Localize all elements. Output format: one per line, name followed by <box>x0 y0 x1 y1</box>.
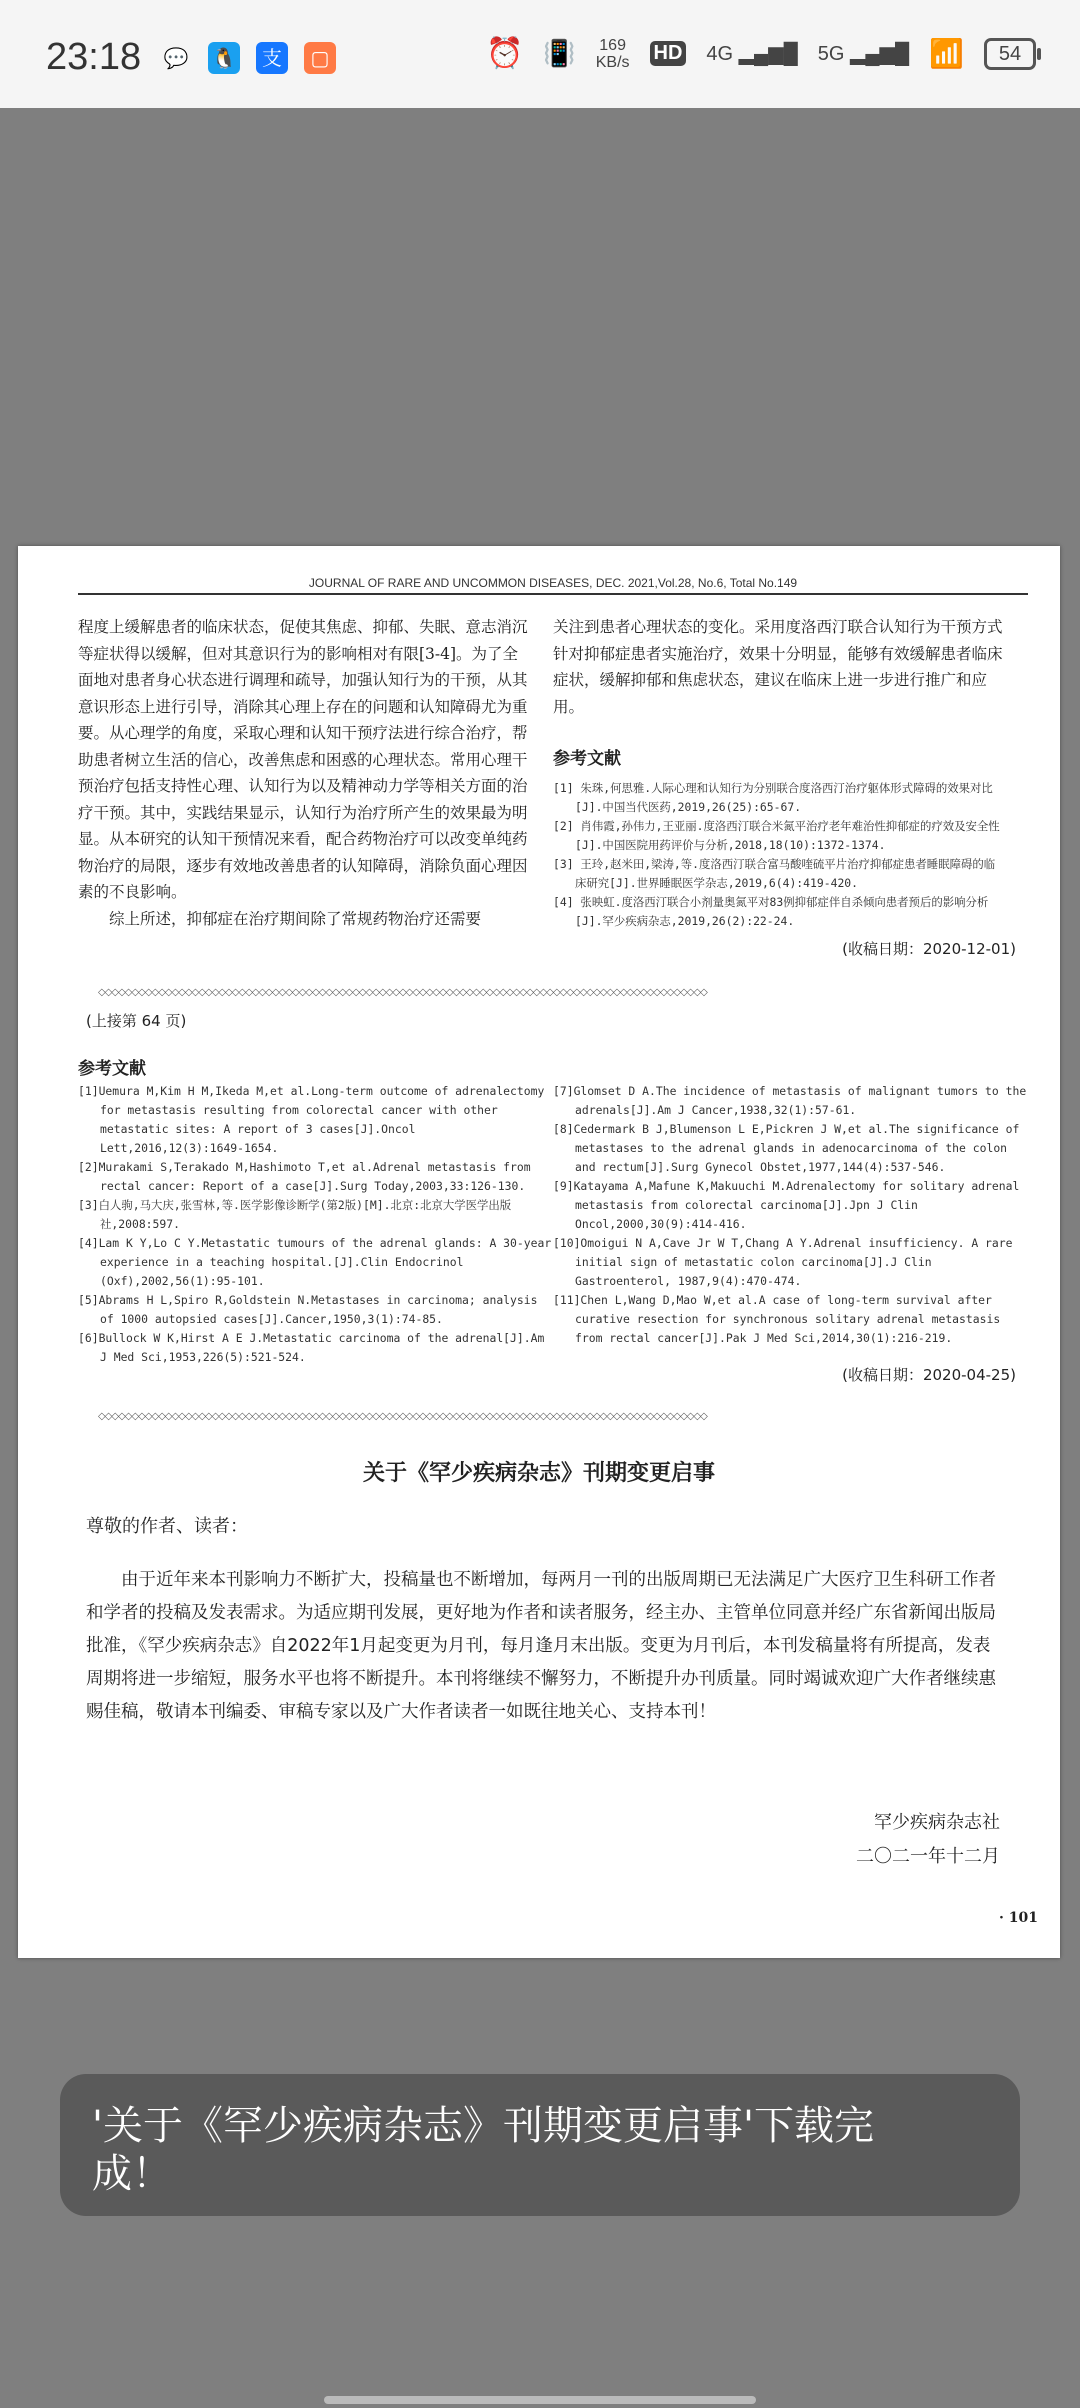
signal-4g-icon: 4G ▂▄▆█ <box>706 43 798 65</box>
toast-message: '关于《罕少疾病杂志》刊期变更启事'下载完成！ <box>92 2103 874 2197</box>
clock: 23:18 <box>46 36 142 78</box>
references-list-2-left: [1]Uemura M,Kim H M,Ikeda M,et al.Long-term outcome of adrenalectomy for metastasis resulting from colorectal cancer with other metastatic sites: A report of 3 cases[J].Oncol Lett,2016,12(3):1649-1654. [2]Murakami S,Terakado M,Hashimoto T,et al.Adrenal metastasis from rectal cancer: Report of a case[J].Surg Today,2003,33:126-130. [3]白人驹,马大庆,张雪林,等.医学影像诊断学(第2版)[M].北京:北京大学医学出版社,2008:597. [4]Lam K Y,Lo C Y.Metastatic tumours of the adrenal glands: A 30-year experience in a teaching hospital.[J].Clin Endocrinol (Oxf),2002,56(1):95-101. [5]Abrams H L,Spiro R,Goldstein N.Metastases in carcinoma; analysis of 1000 autopsied cases[J].Cancer,1950,3(1):74-85. [6]Bullock W K,Hirst A E J.Metastatic carcinoma of the adrenal[J].Am J Med Sci,1953,226(5):521-524. <box>78 1084 552 1364</box>
network-speed: 169 KB/s <box>595 36 630 71</box>
running-head: JOURNAL OF RARE AND UNCOMMON DISEASES, DEC. 2021,Vol.28, No.6, Total No.149 <box>78 576 1028 595</box>
alipay-icon: 支 <box>256 42 288 74</box>
alarm-icon: ⏰ <box>485 37 524 70</box>
separator-line: ◇◇◇◇◇◇◇◇◇◇◇◇◇◇◇◇◇◇◇◇◇◇◇◇◇◇◇◇◇◇◇◇◇◇◇◇◇◇◇◇◇◇◇◇◇◇◇◇◇◇◇◇◇◇◇◇◇◇◇◇◇◇◇◇◇◇◇◇◇◇◇◇◇◇◇◇◇◇◇◇◇◇◇◇◇◇◇◇◇◇◇ <box>98 988 707 998</box>
notice-body: 由于近年来本刊影响力不断扩大，投稿量也不断增加，每两月一刊的出版周期已无法满足广大医疗卫生科研工作者和学者的投稿及发表需求。为适应期刊发展，更好地为作者和读者服务，经主办、主管单位同意并经广东省新闻出版局批准，《罕少疾病杂志》自2022年1月起变更为月刊，每月逢月末出版。变更为月刊后，本刊发稿量将有所提高，发表周期将进一步缩短，服务水平也将不断提升。本刊将继续不懈努力，不断提升办刊质量。同时竭诚欢迎广大作者继续惠赐佳稿，敬请本刊编委、审稿专家以及广大作者读者一如既往地关心、支持本刊！ <box>86 1570 996 1722</box>
download-complete-toast <box>60 2074 1020 2216</box>
battery-icon: 54 <box>984 38 1036 70</box>
vibrate-icon: 📳 <box>543 38 576 68</box>
signature-date: 二〇二一年十二月 <box>856 1846 1000 1867</box>
wifi-icon: 📶 <box>929 38 964 69</box>
gesture-navigation-bar[interactable] <box>324 2396 756 2404</box>
notification-icons <box>160 42 336 74</box>
wechat-icon: 💬 <box>163 46 189 70</box>
notice-title: 关于《罕少疾病杂志》刊期变更启事 <box>362 1461 715 1486</box>
hd-icon: HD <box>650 41 687 66</box>
page-number: · 101 <box>999 1910 1038 1926</box>
received-date-2: (收稿日期：2020-04-25) <box>842 1366 1016 1384</box>
left-column-text: 程度上缓解患者的临床状态，促使其焦虑、抑郁、失眠、意志消沉等症状得以缓解，但对其意识行为的影响相对有限[3-4]。为了全面地对患者身心状态进行调理和疏导，加强认知行为的干预，从其意识形态上进行引导，消除其心理上存在的问题和认知障碍尤为重要。从心理学的角度，采取心理和认知干预疗法进行综合治疗，帮助患者树立生活的信心，改善焦虑和困惑的心理状态。常用心理干预治疗包括支持性心理、认知行为以及精神动力学等相关方面的治疗干预。其中，实践结果显示，认知行为治疗所产生的效果最为明显。从本研究的认知干预情况来看，配合药物治疗可以改变单纯药物治疗的局限，逐步有效地改善患者的认知障碍，消除负面心理因素的不良影响。 综上所述，抑郁症在治疗期间除了常规药物治疗还需要 <box>78 618 528 928</box>
system-status <box>486 36 1036 71</box>
references-list-1: [1] 朱珠,何思雅.人际心理和认知行为分别联合度洛西汀治疗躯体形式障碍的效果对比[J].中国当代医药,2019,26(25):65-67. [2] 肖伟霞,孙伟力,王亚丽.度洛西汀联合米氮平治疗老年难治性抑郁症的疗效及安全性[J].中国医院用药评价与分析,2018,18(10):1372-1374. [3] 王玲,赵米田,梁涛,等.度洛西汀联合富马酸喹硫平片治疗抑郁症患者睡眠障碍的临床研究[J].世界睡眠医学杂志,2019,6(4):419-420. [4] 张映虹.度洛西汀联合小剂量奥氮平对83例抑郁症伴自杀倾向患者预后的影响分析[J].罕少疾病杂志,2019,26(2):22-24. <box>553 780 1000 928</box>
continued-note: (上接第 64 页) <box>86 1012 187 1030</box>
references-list-2-right: [7]Glomset D A.The incidence of metastasis of malignant tumors to the adrenals[J].Am J Cancer,1938,32(1):57-61. [8]Cedermark B J,Blumenson L E,Pickren J W,et al.The significance of metastases to the adrenal glands in adenocarcinoma of the colon and rectum[J].Surg Gynecol Obstet,1977,144(4):537-546. [9]Katayama A,Mafune K,Makuuchi M.Adrenalectomy for solitary adrenal metastasis from colorectal carcinoma[J].Jpn J Clin Oncol,2000,30(9):414-416. [10]Omoigui N A,Cave Jr W T,Chang A Y.Adrenal insufficiency. A rare initial sign of metastatic colon carcinoma[J].J Clin Gastroenterol, 1987,9(4):470-474. [11]Chen L,Wang D,Mao W,et al.A case of long-term survival after curative resection for synchronous solitary adrenal metastasis from rectal cancer[J].Pak J Med Sci,2014,30(1):216-219. <box>553 1084 1027 1345</box>
status-bar <box>0 0 1080 108</box>
separator-line-2: ◇◇◇◇◇◇◇◇◇◇◇◇◇◇◇◇◇◇◇◇◇◇◇◇◇◇◇◇◇◇◇◇◇◇◇◇◇◇◇◇◇◇◇◇◇◇◇◇◇◇◇◇◇◇◇◇◇◇◇◇◇◇◇◇◇◇◇◇◇◇◇◇◇◇◇◇◇◇◇◇◇◇◇◇◇◇◇◇◇◇◇ <box>98 1412 707 1422</box>
right-column-text: 关注到患者心理状态的变化。采用度洛西汀联合认知行为干预方式针对抑郁症患者实施治疗，效果十分明显，能够有效缓解患者临床症状，缓解抑郁和焦虑状态，建议在临床上进一步进行推广和应用。 参考文献 [1] 朱珠,何思雅.人际心理和认知行为分别联合度洛西汀治疗躯体形式障碍的效果对比[J].中国当代医药,2019,26(25):65-67. [2] 肖伟霞,孙伟力,王亚丽.度洛西汀联合米氮平治疗老年难治性抑郁症的疗效及安全性[J].中国医院用药评价与分析,2018,18(10):1372-1374. [3] 王玲,赵米田,梁涛,等.度洛西汀联合富马酸喹硫平片治疗抑郁症患者睡眠障碍的临床研究[J].世界睡眠医学杂志,2019,6(4):419-420. [4] 张映虹.度洛西汀联合小剂量奥氮平对83例抑郁症伴自杀倾向患者预后的影响分析[J].罕少疾病杂志,2019,26(2):22-24. <box>553 614 1003 931</box>
signal-5g-icon: 5G ▂▄▆█ <box>817 43 910 65</box>
notice-salutation: 尊敬的作者、读者： <box>86 1516 248 1537</box>
qq-icon: 🐧 <box>208 42 240 74</box>
received-date-1: (收稿日期：2020-12-01) <box>842 940 1016 958</box>
references-heading-2: 参考文献 <box>78 1059 146 1079</box>
app-notification-icon: ▢ <box>304 42 336 74</box>
journal-page[interactable] <box>18 546 1060 1958</box>
signature-org: 罕少疾病杂志社 <box>874 1812 1000 1833</box>
references-heading: 参考文献 <box>553 749 621 769</box>
